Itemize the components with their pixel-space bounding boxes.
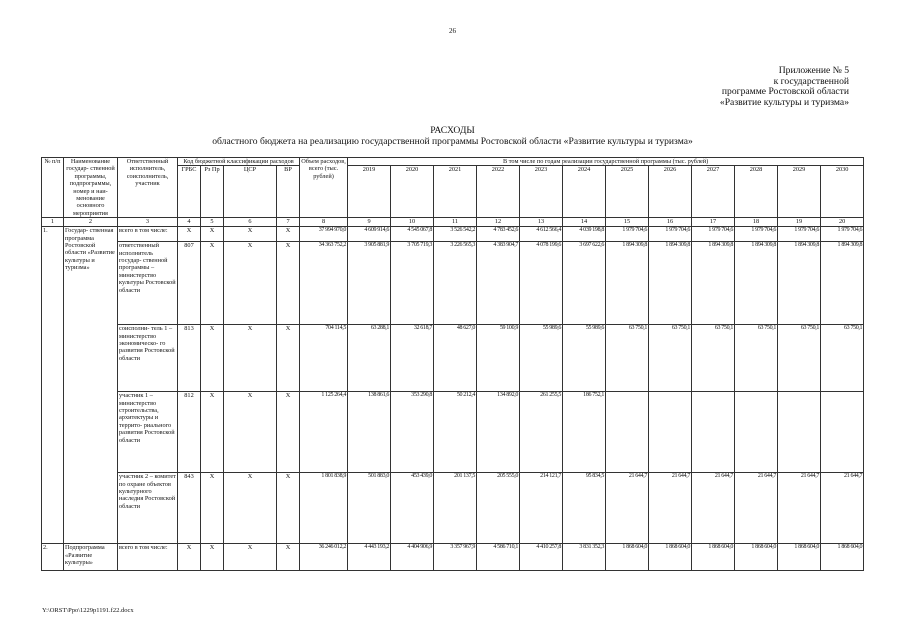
row-year-value: 1 868 604,0 [649, 544, 692, 571]
row-year-value: 3 705 719,3 [391, 242, 434, 325]
row-num: 1. [42, 227, 64, 544]
row-year-value: 55 989,6 [563, 325, 606, 392]
header-year-2027: 2027 [692, 166, 735, 218]
row-year-value: 201 137,5 [434, 473, 477, 544]
row-year-value [821, 392, 864, 473]
appendix-line-1: Приложение № 5 [778, 65, 849, 76]
column-number: 18 [735, 218, 778, 227]
table-row [42, 242, 864, 325]
row-year-value: 4 609 914,6 [348, 227, 391, 242]
column-number: 6 [224, 218, 277, 227]
row-year-value: 1 868 604,0 [606, 544, 649, 571]
row-year-value: 186 752,1 [563, 392, 606, 473]
document-title [0, 125, 905, 147]
row-year-value: 1 868 604,0 [692, 544, 735, 571]
row-year-value: 1 894 309,8 [735, 242, 778, 325]
row-year-value: 32 618,7 [391, 325, 434, 392]
row-year-value: 261 255,5 [520, 392, 563, 473]
row-num: 2. [42, 544, 64, 571]
file-path-footer: Y:\ORST\Ppo\1229p1191.f22.docx [42, 607, 134, 614]
row-vr: Х [277, 392, 300, 473]
row-rzpr: Х [201, 325, 224, 392]
row-csr: Х [224, 227, 277, 242]
table-row [42, 325, 864, 392]
row-grbs: 812 [178, 392, 201, 473]
header-year-2028: 2028 [735, 166, 778, 218]
row-year-value: 4 586 710,1 [477, 544, 520, 571]
header-budget-code: Код бюджетной классификации расходов [178, 158, 300, 166]
column-number: 9 [348, 218, 391, 227]
column-number: 20 [821, 218, 864, 227]
row-year-value: 4 545 067,8 [391, 227, 434, 242]
row-year-value: 1 868 604,0 [735, 544, 778, 571]
row-year-value: 4 383 904,7 [477, 242, 520, 325]
column-number-row [42, 218, 864, 227]
row-year-value: 21 644,7 [692, 473, 735, 544]
budget-table [41, 157, 864, 571]
row-executor: участник 2 – комитет по охране объектов культурного наследия Ростовской области [118, 473, 178, 544]
row-year-value: 1 979 704,6 [606, 227, 649, 242]
appendix-note [649, 66, 849, 108]
row-year-value: 3 526 542,2 [434, 227, 477, 242]
row-year-value: 21 644,7 [649, 473, 692, 544]
row-year-value: 1 894 309,8 [606, 242, 649, 325]
table-row [42, 227, 864, 242]
row-year-value: 1 894 309,8 [649, 242, 692, 325]
row-year-value: 4 783 452,6 [477, 227, 520, 242]
row-rzpr: Х [201, 473, 224, 544]
row-year-value: 1 868 604,0 [778, 544, 821, 571]
table-row [42, 392, 864, 473]
row-csr: Х [224, 473, 277, 544]
row-year-value: 3 831 352,3 [563, 544, 606, 571]
appendix-line-2: к государственной [773, 75, 849, 87]
row-grbs: 813 [178, 325, 201, 392]
row-year-value: 3 357 967,9 [434, 544, 477, 571]
row-year-value [649, 392, 692, 473]
row-year-value: 48 627,0 [434, 325, 477, 392]
header-csr: ЦСР [224, 166, 277, 218]
column-number: 3 [118, 218, 178, 227]
row-total: 704 114,5 [300, 325, 348, 392]
table-row [42, 544, 864, 571]
row-total: 1 125 264,4 [300, 392, 348, 473]
row-year-value: 21 644,7 [821, 473, 864, 544]
row-rzpr: Х [201, 392, 224, 473]
row-total: 36 246 012,2 [300, 544, 348, 571]
row-year-value: 1 894 309,8 [821, 242, 864, 325]
appendix-line-4: «Развитие культуры и туризма» [719, 96, 849, 108]
header-year-2019: 2019 [348, 166, 391, 218]
row-total: 34 363 752,2 [300, 242, 348, 325]
row-csr: Х [224, 392, 277, 473]
row-year-value: 95 834,5 [563, 473, 606, 544]
header-year-2022: 2022 [477, 166, 520, 218]
row-executor: всего в том числе: [118, 544, 178, 571]
row-executor: всего в том числе: [118, 227, 178, 242]
row-year-value: 205 555,0 [477, 473, 520, 544]
column-number: 2 [64, 218, 118, 227]
row-year-value: 1 979 704,6 [649, 227, 692, 242]
header-grbs: ГРБС [178, 166, 201, 218]
header-year-2021: 2021 [434, 166, 477, 218]
row-name: Подпрограмма «Развитие культуры» [64, 544, 118, 571]
row-year-value: 138 861,6 [348, 392, 391, 473]
row-year-value: 4 404 906,9 [391, 544, 434, 571]
row-rzpr: Х [201, 227, 224, 242]
row-year-value: 63 750,1 [692, 325, 735, 392]
row-csr: Х [224, 544, 277, 571]
column-number: 12 [477, 218, 520, 227]
row-year-value: 3 905 881,9 [348, 242, 391, 325]
row-year-value: 63 288,1 [348, 325, 391, 392]
row-year-value: 214 121,7 [520, 473, 563, 544]
title-subheading: областного бюджета на реализацию государственной программы Ростовской области «Развитие культуры и туризма» [212, 136, 693, 147]
row-year-value: 63 750,1 [649, 325, 692, 392]
row-year-value: 55 989,6 [520, 325, 563, 392]
row-year-value: 353 290,8 [391, 392, 434, 473]
column-number: 1 [42, 218, 64, 227]
row-rzpr: Х [201, 544, 224, 571]
row-vr: Х [277, 325, 300, 392]
header-year-2024: 2024 [563, 166, 606, 218]
header-year-2025: 2025 [606, 166, 649, 218]
header-vr: ВР [277, 166, 300, 218]
row-total: 1 801 838,9 [300, 473, 348, 544]
row-year-value: 3 697 622,6 [563, 242, 606, 325]
row-year-value: 3 226 565,3 [434, 242, 477, 325]
column-number: 17 [692, 218, 735, 227]
row-csr: Х [224, 325, 277, 392]
header-year-2026: 2026 [649, 166, 692, 218]
column-number: 4 [178, 218, 201, 227]
column-number: 5 [201, 218, 224, 227]
row-grbs: Х [178, 544, 201, 571]
row-total: 37 994 970,0 [300, 227, 348, 242]
row-year-value [735, 392, 778, 473]
row-year-value: 1 894 309,8 [692, 242, 735, 325]
row-vr: Х [277, 544, 300, 571]
row-year-value: 63 750,1 [778, 325, 821, 392]
header-year-2023: 2023 [520, 166, 563, 218]
row-year-value: 63 750,1 [821, 325, 864, 392]
header-year-2020: 2020 [391, 166, 434, 218]
row-year-value: 134 892,0 [477, 392, 520, 473]
column-number: 13 [520, 218, 563, 227]
row-executor: ответственный исполнитель государ- ственной программы – министерство культуры Ростовской области [118, 242, 178, 325]
header-volume: Объем расходов, всего (тыс. рублей) [300, 158, 348, 218]
row-vr: Х [277, 242, 300, 325]
row-year-value: 21 644,7 [778, 473, 821, 544]
page-number: 26 [449, 27, 456, 35]
header-executor: Ответственный исполнитель, соисполнитель, участник [118, 158, 178, 218]
row-year-value: 1 979 704,6 [821, 227, 864, 242]
row-year-value: 4 039 198,8 [563, 227, 606, 242]
table-row [42, 473, 864, 544]
row-year-value: 1 979 704,6 [692, 227, 735, 242]
header-year-2029: 2029 [778, 166, 821, 218]
row-executor: соисполни- тель 1 – министерство экономическо- го развития Ростовской области [118, 325, 178, 392]
header-by-years: В том числе по годам реализации государственной программы (тыс. рублей) [348, 158, 864, 166]
row-year-value [606, 392, 649, 473]
row-year-value: 1 894 309,8 [778, 242, 821, 325]
row-grbs: Х [178, 227, 201, 242]
header-num: № п/п [42, 158, 64, 218]
row-year-value: 1 979 704,6 [778, 227, 821, 242]
column-number: 7 [277, 218, 300, 227]
row-year-value: 1 868 604,0 [821, 544, 864, 571]
row-year-value: 4 443 193,2 [348, 544, 391, 571]
row-year-value: 21 644,7 [735, 473, 778, 544]
row-name: Государ- ственная программа Ростовской области «Развитие культуры и туризма» [64, 227, 118, 544]
appendix-line-3: программе Ростовской области [721, 86, 849, 97]
row-year-value: 63 750,1 [606, 325, 649, 392]
row-year-value: 453 439,0 [391, 473, 434, 544]
row-year-value [692, 392, 735, 473]
column-number: 16 [649, 218, 692, 227]
column-number: 15 [606, 218, 649, 227]
row-year-value: 1 979 704,6 [735, 227, 778, 242]
column-number: 11 [434, 218, 477, 227]
row-rzpr: Х [201, 242, 224, 325]
row-executor: участник 1 – министерство строительства, архитектуры и террито- риального развития Ростовской области [118, 392, 178, 473]
column-number: 10 [391, 218, 434, 227]
column-number: 14 [563, 218, 606, 227]
row-year-value: 59 100,9 [477, 325, 520, 392]
row-grbs: 843 [178, 473, 201, 544]
row-grbs: 807 [178, 242, 201, 325]
column-number: 19 [778, 218, 821, 227]
row-year-value: 21 644,7 [606, 473, 649, 544]
row-year-value [778, 392, 821, 473]
row-csr: Х [224, 242, 277, 325]
header-name: Наименование государ- ственной программы, подпрограммы, номер и наи- менование основного мероприятия [64, 158, 118, 218]
row-year-value: 501 883,0 [348, 473, 391, 544]
row-year-value: 4 078 199,6 [520, 242, 563, 325]
header-rzpr: Рз Пр [201, 166, 224, 218]
header-year-2030: 2030 [821, 166, 864, 218]
column-number: 8 [300, 218, 348, 227]
row-year-value: 4 410 257,8 [520, 544, 563, 571]
row-vr: Х [277, 473, 300, 544]
row-year-value: 50 212,4 [434, 392, 477, 473]
header-row-1 [42, 158, 864, 166]
row-vr: Х [277, 227, 300, 242]
row-year-value: 4 612 566,4 [520, 227, 563, 242]
row-year-value: 63 750,1 [735, 325, 778, 392]
title-heading: РАСХОДЫ [430, 125, 475, 136]
